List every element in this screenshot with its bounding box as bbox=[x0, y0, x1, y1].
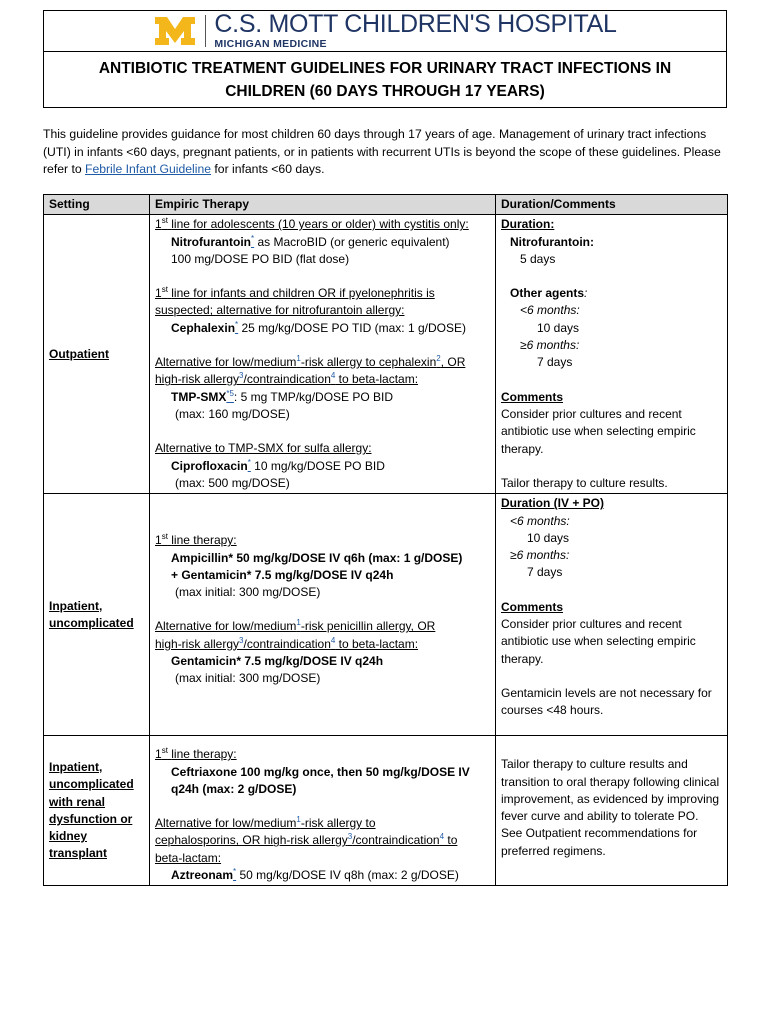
therapy-inpatient-renal: 1st line therapy: Ceftriaxone 100 mg/kg once, then 50 mg/kg/DOSE IV q24h (max: 2 g/DOSE) Alternative for low/medium$^1$-risk allergy to cephalosporins, OR high-risk allergy$^3$/contraindication$^4$ to beta-lactam: Aztreonam* 50 mg/kg/DOSE IV q8h (max: 2 g/DOSE) bbox=[150, 736, 496, 886]
tmp-smx-footnote-link[interactable]: *5 bbox=[226, 388, 234, 398]
hospital-subtitle: MICHIGAN MEDICINE bbox=[214, 38, 327, 51]
cephalexin-footnote-link[interactable]: * bbox=[235, 319, 239, 329]
aztreonam-footnote-link[interactable]: * bbox=[233, 867, 237, 877]
therapy-outpatient: 1st line for adolescents (10 years or older) with cystitis only: Nitrofurantoin* as MacroBID (or generic equivalent) 100 mg/DOSE PO BID (flat dose) 1st line for infants and children OR if pyelonephritis is suspected; alternative for nitrofurantoin allergy: Cephalexin* 25 mg/kg/DOSE PO TID (max: 1 g/DOSE) Alternative for low/medium$^1$-risk allergy to cephalexin$^2$, OR high-risk allergy$^3$/contraindication$^4$ to beta-lactam: TMP-SMX$^{*5}$: 5 mg TMP/kg/DOSE PO BID (max: 160 mg/DOSE) Alternative to TMP-SMX for sulfa allergy: Ciprofloxacin* 10 mg/kg/DOSE PO BID (max: 500 mg/DOSE) bbox=[150, 215, 496, 494]
intro-text: This guideline provides guidance for most children 60 days through 17 years of age. Management of urinary tract infections (UTI) in infants <60 days, pregnant patients, or in patients with recurrent UTIs is beyond the scope of these guidelines. Please refer to bbox=[43, 127, 721, 176]
intro-text-end: for infants <60 days. bbox=[211, 162, 325, 176]
logo-divider bbox=[205, 15, 206, 47]
table-row-outpatient bbox=[44, 215, 728, 494]
block-m-icon bbox=[153, 15, 197, 47]
table-row-inpatient-uncomplicated bbox=[44, 494, 728, 736]
first-line-infants: 1st line for infants and children OR if pyelonephritis is bbox=[155, 285, 435, 301]
setting-inpatient-renal: Inpatient, uncomplicated with renal dysfunction or kidney transplant bbox=[44, 736, 150, 886]
document-title: ANTIBIOTIC TREATMENT GUIDELINES FOR URINARY TRACT INFECTIONS IN CHILDREN (60 DAYS THROUGH 17 YEARS) bbox=[43, 52, 727, 108]
setting-inpatient-uncomplicated: Inpatient, uncomplicated bbox=[44, 494, 150, 736]
therapy-inpatient-uncomplicated: 1st line therapy: Ampicillin* 50 mg/kg/DOSE IV q6h (max: 1 g/DOSE) + Gentamicin* 7.5 mg/kg/DOSE IV q24h (max initial: 300 mg/DOSE) Alternative for low/medium$^1$-risk penicillin allergy, OR high-risk allergy$^3$/contraindication$^4$ to beta-lactam: Gentamicin* 7.5 mg/kg/DOSE IV q24h (max initial: 300 mg/DOSE) bbox=[150, 494, 496, 736]
ciprofloxacin-footnote-link[interactable]: * bbox=[247, 457, 251, 467]
first-line-adolescents: 1st line for adolescents (10 years or older) with cystitis only: bbox=[155, 216, 469, 232]
alternative-cephalexin-allergy: Alternative for low/medium$^1$-risk allergy to cephalexin$^2$, OR bbox=[155, 354, 466, 370]
table-row-inpatient-renal bbox=[44, 736, 728, 886]
duration-outpatient: Duration: Nitrofurantoin: 5 days Other agents: <6 months: 10 days ≥6 months: 7 days Comments Consider prior cultures and recent antibiotic use when selecting empiric therapy. Tailor therapy to culture results. bbox=[496, 215, 728, 494]
header-duration-comments: Duration/Comments bbox=[496, 195, 728, 215]
alternative-sulfa-allergy: Alternative to TMP-SMX for sulfa allergy: bbox=[155, 441, 372, 456]
febrile-infant-guideline-link[interactable]: Febrile Infant Guideline bbox=[85, 162, 212, 176]
duration-inpatient-uncomplicated: Duration (IV + PO) <6 months: 10 days ≥6 months: 7 days Comments Consider prior cultures and recent antibiotic use when selecting empiric therapy. Gentamicin levels are not necessary for courses <48 hours. bbox=[496, 494, 728, 736]
header-empiric-therapy: Empiric Therapy bbox=[150, 195, 496, 215]
hospital-name: C.S. MOTT CHILDREN'S HOSPITAL bbox=[214, 10, 617, 39]
hospital-logo bbox=[153, 12, 616, 50]
header-setting: Setting bbox=[44, 195, 150, 215]
duration-inpatient-renal: Tailor therapy to culture results and transition to oral therapy following clinical improvement, as evidenced by improving fever curve and ability to tolerate PO. See Outpatient recommendations for preferred regimens. bbox=[496, 736, 728, 886]
setting-outpatient: Outpatient bbox=[44, 215, 150, 494]
intro-paragraph bbox=[43, 126, 733, 179]
table-header-row bbox=[44, 195, 728, 215]
hospital-header bbox=[43, 10, 727, 52]
guidelines-table bbox=[43, 194, 728, 886]
nitrofurantoin-footnote-link[interactable]: * bbox=[251, 233, 255, 243]
